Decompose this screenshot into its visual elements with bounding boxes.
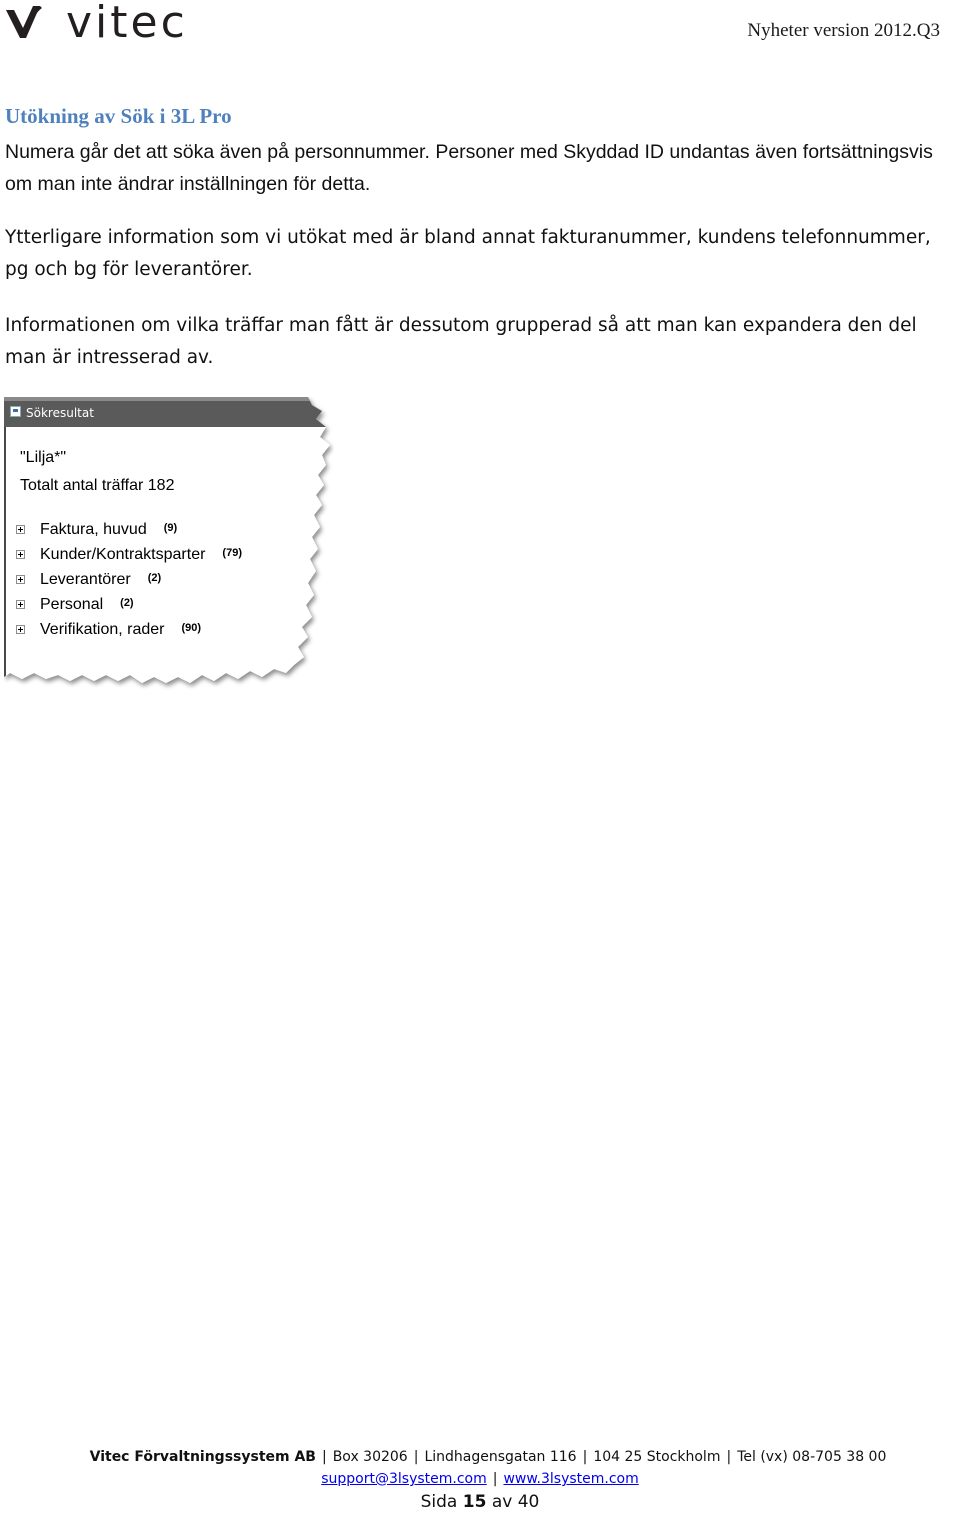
footer-separator: | <box>582 1449 588 1465</box>
footer-separator: | <box>321 1449 327 1465</box>
search-results-screenshot <box>4 397 334 692</box>
tree-item-label: Verifikation, rader <box>40 620 165 638</box>
expand-plus-icon[interactable] <box>16 600 25 609</box>
expand-plus-icon[interactable] <box>16 525 25 534</box>
vitec-logo <box>4 2 254 42</box>
website-link[interactable]: www.3lsystem.com <box>503 1471 639 1487</box>
footer-phone: Tel (vx) 08-705 38 00 <box>737 1449 887 1465</box>
footer-company: Vitec Förvaltningssystem AB <box>89 1449 316 1465</box>
tree-item-count: (9) <box>163 521 178 534</box>
page-of: av <box>491 1492 513 1512</box>
expand-plus-icon[interactable] <box>16 625 25 634</box>
footer-box: Box 30206 <box>332 1449 408 1465</box>
tree-item-label: Kunder/Kontraktsparter <box>40 545 206 563</box>
window-icon <box>10 406 21 417</box>
expand-plus-icon[interactable] <box>16 575 25 584</box>
tree-item-leverantorer[interactable] <box>16 567 242 592</box>
paragraph-3: Informationen om vilka träffar man fått är dessutom grupperad så att man kan expandera den del man är intresserad av. <box>5 315 917 368</box>
results-tree <box>16 517 242 642</box>
footer-separator: | <box>726 1449 732 1465</box>
page-current: 15 <box>462 1492 487 1512</box>
tree-item-kunder[interactable] <box>16 542 242 567</box>
page-prefix: Sida <box>420 1492 458 1512</box>
tree-item-label: Leverantörer <box>40 570 131 588</box>
expand-plus-icon[interactable] <box>16 550 25 559</box>
paragraph-2: Ytterligare information som vi utökat med är bland annat fakturanummer, kundens telefonnummer, pg och bg för leverantörer. <box>5 227 931 280</box>
footer-street: Lindhagensgatan 116 <box>424 1449 577 1465</box>
window-title: Sökresultat <box>26 406 94 420</box>
tree-item-count: (90) <box>181 621 202 634</box>
page-number <box>0 1492 960 1512</box>
tree-item-faktura[interactable] <box>16 517 242 542</box>
version-label: Nyheter version 2012.Q3 <box>747 20 940 41</box>
tree-item-label: Faktura, huvud <box>40 520 147 538</box>
footer-separator: | <box>413 1449 419 1465</box>
svg-text:vitec: vitec <box>66 2 188 42</box>
paragraph-1: Numera går det att söka även på personnummer. Personer med Skyddad ID undantas även fortsättningsvis om man inte ändrar inställningen för detta. <box>5 141 933 195</box>
total-hits: Totalt antal träffar 182 <box>20 477 175 494</box>
tree-item-label: Personal <box>40 595 104 613</box>
page-total: 40 <box>517 1492 540 1512</box>
footer-address <box>8 1449 960 1465</box>
tree-item-count: (79) <box>222 546 242 559</box>
support-email-link[interactable]: support@3lsystem.com <box>321 1471 487 1487</box>
footer-city: 104 25 Stockholm <box>593 1449 721 1465</box>
tree-item-count: (2) <box>147 571 162 584</box>
tree-item-personal[interactable] <box>16 592 242 617</box>
footer-links <box>0 1471 960 1487</box>
search-query: "Lilja*" <box>20 449 67 466</box>
tree-item-verifikation[interactable] <box>16 617 242 642</box>
section-title: Utökning av Sök i 3L Pro <box>5 104 232 128</box>
tree-item-count: (2) <box>120 596 134 609</box>
footer-separator: | <box>492 1471 498 1487</box>
